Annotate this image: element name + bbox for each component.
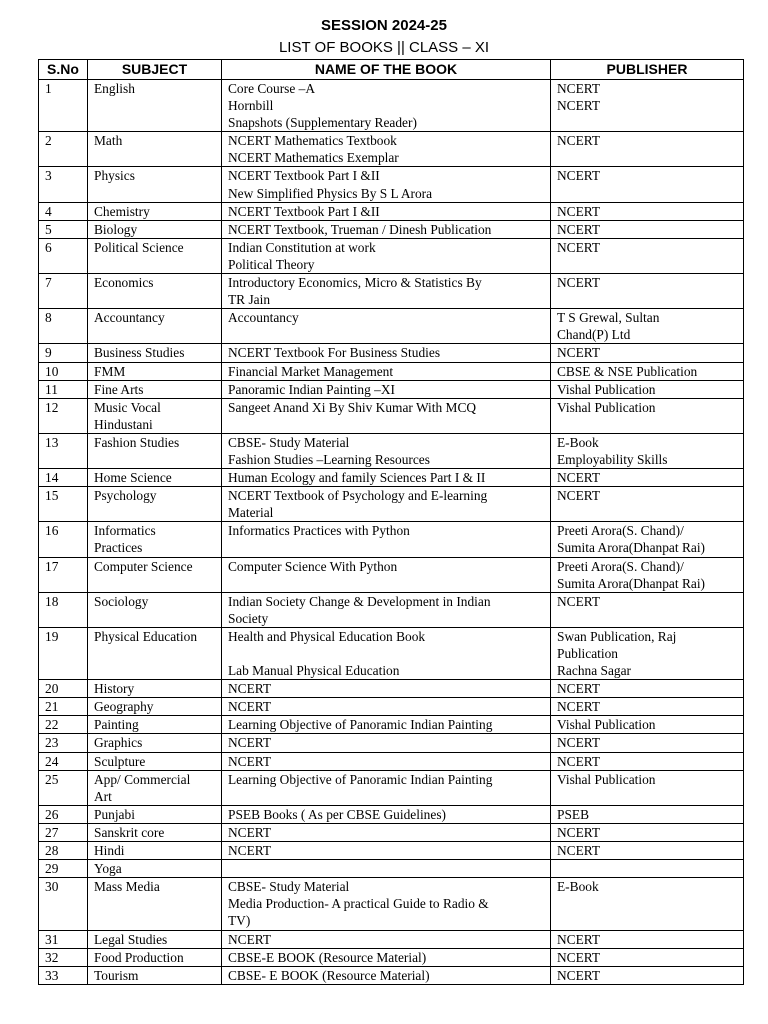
table-row (39, 220, 744, 238)
cell-subject: Food Production (88, 948, 222, 966)
cell-subject: English (88, 80, 222, 132)
cell-book-name: Health and Physical Education Book Lab Manual Physical Education (222, 627, 551, 679)
table-row (39, 770, 744, 805)
cell-publisher: PSEB (551, 805, 744, 823)
cell-subject: Graphics (88, 734, 222, 752)
cell-book-name: Core Course –A Hornbill Snapshots (Supplementary Reader) (222, 80, 551, 132)
cell-subject: Economics (88, 274, 222, 309)
cell-publisher: T S Grewal, Sultan Chand(P) Ltd (551, 309, 744, 344)
cell-sno: 3 (39, 167, 88, 202)
cell-book-name: Learning Objective of Panoramic Indian Painting (222, 770, 551, 805)
cell-subject: Informatics Practices (88, 522, 222, 557)
cell-subject: Physical Education (88, 627, 222, 679)
table-row (39, 469, 744, 487)
cell-book-name: CBSE- E BOOK (Resource Material) (222, 966, 551, 984)
cell-publisher: Preeti Arora(S. Chand)/ Sumita Arora(Dhanpat Rai) (551, 522, 744, 557)
cell-book-name: PSEB Books ( As per CBSE Guidelines) (222, 805, 551, 823)
table-row (39, 680, 744, 698)
header-row (39, 60, 744, 80)
cell-subject: Accountancy (88, 309, 222, 344)
cell-book-name: Learning Objective of Panoramic Indian Painting (222, 716, 551, 734)
cell-publisher: NCERT (551, 592, 744, 627)
cell-publisher (551, 860, 744, 878)
table-row (39, 805, 744, 823)
cell-book-name: NCERT (222, 930, 551, 948)
cell-subject: Fashion Studies (88, 433, 222, 468)
column-header-subject: SUBJECT (88, 60, 222, 80)
cell-sno: 21 (39, 698, 88, 716)
cell-subject: Computer Science (88, 557, 222, 592)
cell-sno: 20 (39, 680, 88, 698)
cell-book-name: Accountancy (222, 309, 551, 344)
table-row (39, 698, 744, 716)
table-row (39, 627, 744, 679)
cell-book-name: NCERT (222, 698, 551, 716)
cell-book-name: Introductory Economics, Micro & Statistics By TR Jain (222, 274, 551, 309)
cell-book-name: Sangeet Anand Xi By Shiv Kumar With MCQ (222, 398, 551, 433)
cell-book-name: NCERT (222, 680, 551, 698)
cell-subject: FMM (88, 362, 222, 380)
cell-subject: Physics (88, 167, 222, 202)
cell-book-name: NCERT (222, 734, 551, 752)
cell-sno: 5 (39, 220, 88, 238)
cell-book-name: NCERT Textbook, Trueman / Dinesh Publication (222, 220, 551, 238)
cell-publisher: Vishal Publication (551, 716, 744, 734)
cell-publisher: E-Book (551, 878, 744, 930)
table-row (39, 823, 744, 841)
cell-subject: Fine Arts (88, 380, 222, 398)
table-row (39, 344, 744, 362)
table-row (39, 592, 744, 627)
cell-book-name: NCERT (222, 752, 551, 770)
table-row (39, 930, 744, 948)
column-header-sno: S.No (39, 60, 88, 80)
table-row (39, 716, 744, 734)
cell-sno: 30 (39, 878, 88, 930)
cell-book-name: Indian Constitution at work Political Theory (222, 238, 551, 273)
cell-sno: 4 (39, 202, 88, 220)
cell-publisher: NCERT (551, 487, 744, 522)
cell-subject: Business Studies (88, 344, 222, 362)
table-row (39, 398, 744, 433)
cell-sno: 2 (39, 132, 88, 167)
cell-sno: 9 (39, 344, 88, 362)
table-row (39, 309, 744, 344)
table-row (39, 966, 744, 984)
table-row (39, 380, 744, 398)
column-header-book: NAME OF THE BOOK (222, 60, 551, 80)
cell-book-name: NCERT Textbook of Psychology and E-learning Material (222, 487, 551, 522)
cell-sno: 26 (39, 805, 88, 823)
cell-book-name: NCERT Textbook Part I &II New Simplified Physics By S L Arora (222, 167, 551, 202)
cell-publisher: NCERT (551, 734, 744, 752)
cell-subject: Psychology (88, 487, 222, 522)
cell-book-name: NCERT (222, 823, 551, 841)
cell-sno: 22 (39, 716, 88, 734)
cell-subject: Geography (88, 698, 222, 716)
cell-publisher: NCERT (551, 132, 744, 167)
cell-book-name: Indian Society Change & Development in Indian Society (222, 592, 551, 627)
cell-publisher: NCERT (551, 698, 744, 716)
cell-sno: 17 (39, 557, 88, 592)
cell-publisher: Vishal Publication (551, 770, 744, 805)
cell-sno: 29 (39, 860, 88, 878)
cell-publisher: NCERT (551, 680, 744, 698)
table-row (39, 860, 744, 878)
cell-publisher: E-Book Employability Skills (551, 433, 744, 468)
cell-publisher: NCERT (551, 966, 744, 984)
cell-publisher: NCERT NCERT (551, 80, 744, 132)
cell-sno: 6 (39, 238, 88, 273)
table-row (39, 752, 744, 770)
table-row (39, 433, 744, 468)
table-header (39, 60, 744, 80)
cell-subject: Yoga (88, 860, 222, 878)
cell-book-name: CBSE-E BOOK (Resource Material) (222, 948, 551, 966)
cell-publisher: NCERT (551, 220, 744, 238)
cell-subject: Political Science (88, 238, 222, 273)
cell-book-name (222, 860, 551, 878)
table-row (39, 487, 744, 522)
cell-sno: 12 (39, 398, 88, 433)
cell-publisher: NCERT (551, 823, 744, 841)
cell-book-name: Panoramic Indian Painting –XI (222, 380, 551, 398)
cell-sno: 33 (39, 966, 88, 984)
cell-publisher: NCERT (551, 930, 744, 948)
table-row (39, 167, 744, 202)
table-row (39, 734, 744, 752)
cell-subject: Painting (88, 716, 222, 734)
cell-subject: Tourism (88, 966, 222, 984)
cell-subject: Sociology (88, 592, 222, 627)
cell-sno: 18 (39, 592, 88, 627)
table-row (39, 274, 744, 309)
table-row (39, 557, 744, 592)
cell-publisher: Vishal Publication (551, 398, 744, 433)
cell-book-name: Computer Science With Python (222, 557, 551, 592)
cell-book-name: NCERT (222, 842, 551, 860)
cell-sno: 16 (39, 522, 88, 557)
cell-book-name: CBSE- Study Material Fashion Studies –Learning Resources (222, 433, 551, 468)
cell-subject: Hindi (88, 842, 222, 860)
cell-publisher: NCERT (551, 752, 744, 770)
cell-sno: 13 (39, 433, 88, 468)
cell-sno: 11 (39, 380, 88, 398)
cell-publisher: NCERT (551, 344, 744, 362)
table-row (39, 132, 744, 167)
cell-publisher: NCERT (551, 238, 744, 273)
cell-sno: 8 (39, 309, 88, 344)
cell-sno: 15 (39, 487, 88, 522)
cell-sno: 7 (39, 274, 88, 309)
cell-subject: Legal Studies (88, 930, 222, 948)
cell-subject: Math (88, 132, 222, 167)
cell-book-name: Informatics Practices with Python (222, 522, 551, 557)
cell-subject: Sanskrit core (88, 823, 222, 841)
cell-publisher: CBSE & NSE Publication (551, 362, 744, 380)
cell-subject: History (88, 680, 222, 698)
cell-book-name: CBSE- Study Material Media Production- A practical Guide to Radio & TV) (222, 878, 551, 930)
cell-sno: 31 (39, 930, 88, 948)
cell-sno: 24 (39, 752, 88, 770)
table-row (39, 80, 744, 132)
cell-publisher: Vishal Publication (551, 380, 744, 398)
cell-book-name: NCERT Textbook For Business Studies (222, 344, 551, 362)
cell-sno: 10 (39, 362, 88, 380)
cell-sno: 32 (39, 948, 88, 966)
table-row (39, 522, 744, 557)
cell-publisher: Preeti Arora(S. Chand)/ Sumita Arora(Dhanpat Rai) (551, 557, 744, 592)
cell-subject: Punjabi (88, 805, 222, 823)
table-row (39, 362, 744, 380)
cell-subject: Home Science (88, 469, 222, 487)
cell-sno: 25 (39, 770, 88, 805)
cell-subject: Mass Media (88, 878, 222, 930)
table-body (39, 80, 744, 985)
cell-sno: 14 (39, 469, 88, 487)
cell-sno: 1 (39, 80, 88, 132)
cell-publisher: NCERT (551, 948, 744, 966)
cell-subject: Chemistry (88, 202, 222, 220)
session-title: SESSION 2024-25 (321, 17, 447, 34)
books-table (38, 59, 744, 985)
cell-sno: 28 (39, 842, 88, 860)
cell-book-name: Financial Market Management (222, 362, 551, 380)
cell-publisher: NCERT (551, 202, 744, 220)
cell-sno: 27 (39, 823, 88, 841)
cell-book-name: Human Ecology and family Sciences Part I & II (222, 469, 551, 487)
cell-publisher: NCERT (551, 167, 744, 202)
cell-subject: App/ Commercial Art (88, 770, 222, 805)
cell-publisher: Swan Publication, Raj Publication Rachna Sagar (551, 627, 744, 679)
cell-sno: 23 (39, 734, 88, 752)
cell-subject: Sculpture (88, 752, 222, 770)
cell-subject: Biology (88, 220, 222, 238)
table-row (39, 948, 744, 966)
cell-sno: 19 (39, 627, 88, 679)
cell-publisher: NCERT (551, 274, 744, 309)
table-row (39, 202, 744, 220)
table-row (39, 842, 744, 860)
cell-book-name: NCERT Mathematics Textbook NCERT Mathematics Exemplar (222, 132, 551, 167)
column-header-publisher: PUBLISHER (551, 60, 744, 80)
list-subtitle: LIST OF BOOKS || CLASS – XI (278, 39, 490, 56)
cell-publisher: NCERT (551, 842, 744, 860)
cell-publisher: NCERT (551, 469, 744, 487)
cell-book-name: NCERT Textbook Part I &II (222, 202, 551, 220)
cell-subject: Music Vocal Hindustani (88, 398, 222, 433)
table-row (39, 238, 744, 273)
table-row (39, 878, 744, 930)
